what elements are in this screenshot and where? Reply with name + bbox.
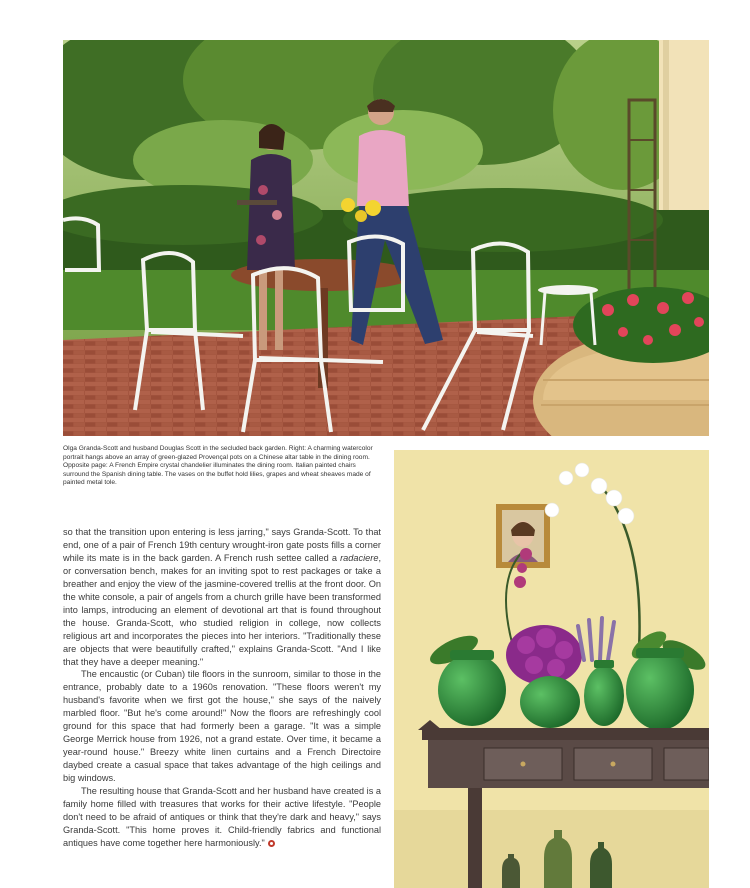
article-body	[63, 526, 381, 850]
photo-caption	[63, 445, 381, 488]
article-paragraph-2: The encaustic (or Cuban) tile floors in the sunroom, similar to those in the entrance, probably date to a 1960s renovation. "These floors weren't my husband's favorite when we first got the house," she says of the naively marbled floor. "But he's come around!" Now the floors are refreshingly cool ground for this space that had formerly been a garage. "It was a simple George Merrick house from 1926, not a grand estate. Over time, it became a year-round house." Breezy white linen curtains and a French Directoire daybed create a casual space that takes advantage of the high ceilings and big windows.	[63, 669, 381, 784]
end-of-article-icon	[268, 840, 275, 847]
radaciere-term: radaciere	[340, 552, 379, 563]
paragraph-1-part-1: so that the transition upon entering is less jarring," says Granda-Scott. To that end, one of a pair of French 19th century wrought-iron gate posts fills a corner while its mate is in the back garden. A French rush settee called a	[63, 527, 381, 563]
article-paragraph-3	[63, 785, 381, 850]
paragraph-3-text: The resulting house that Granda-Scott and her husband have created is a family home filled with treasures that works for their active lifestyle. "People don't need to be afraid of antiques or think that they're dark and heavy," says Granda-Scott. "This home proves it. Child-friendly fabrics and functional antiques have come together here harmoniously."	[63, 786, 381, 848]
caption-text: Olga Granda-Scott and husband Douglas Scott in the secluded back garden. Right: A charming watercolor portrait hangs above an array of green-glazed Provençal pots on a Chinese altar table in the dining room. Opposite page: A French Empire crystal chandelier illuminates the dining room. Italian painted chairs surround the Spanish dining table. The vases on the buffet hold lilies, grapes and wheat sheaves made of painted metal tole.	[63, 445, 373, 487]
article-paragraph-1	[63, 526, 381, 668]
garden-photo	[63, 40, 709, 436]
paragraph-1-part-2: , or conversation bench, makes for an inviting spot to rest packages or take a breather and enjoy the view of the jasmine-covered trellis at the front door. On the white console, a pair of angels from a church grille have been transformed into lamps, introducing an element of devotional art that is found throughout the house. Granda-Scott, who studied religion in college, now collects religious art and incorporates the pieces into her interiors. "Traditionally these are objects that were beautifully crafted," explains Granda-Scott. "And I like that they have a deeper meaning."	[63, 552, 381, 667]
still-life-photo	[394, 450, 709, 888]
